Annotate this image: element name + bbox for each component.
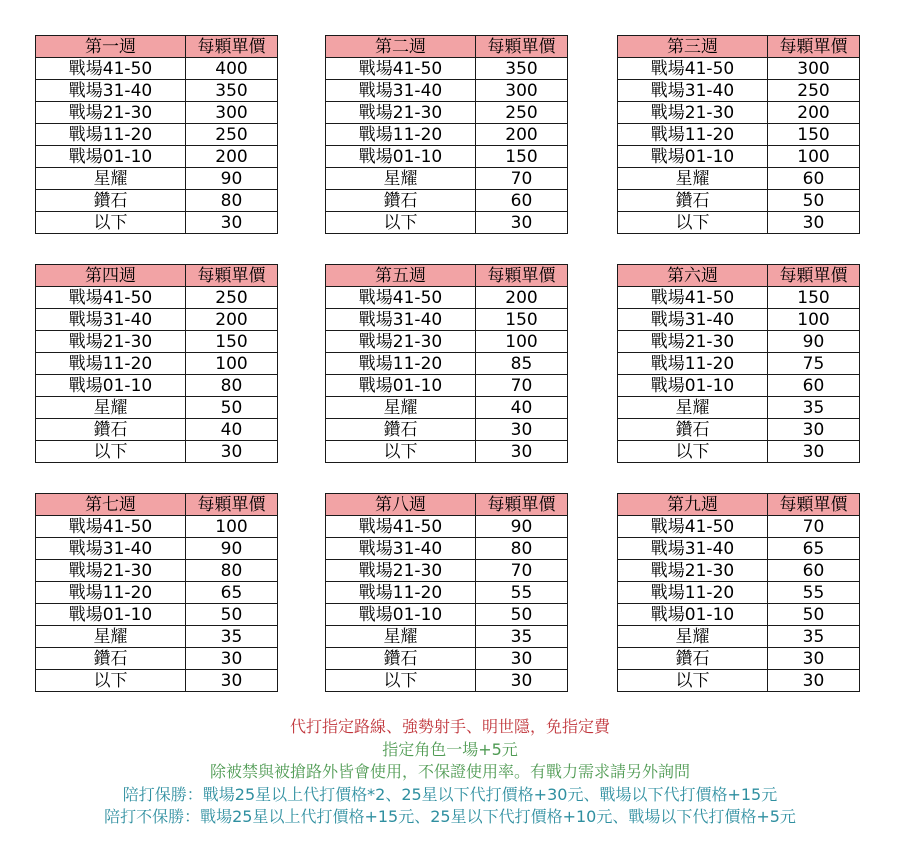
note-guaranteed-win: 陪打保勝：戰場25星以上代打價格*2、25星以下代打價格+30元、戰場以下代打價格+15元 <box>122 784 778 804</box>
rank-tier: 戰場11-20 <box>326 124 476 146</box>
unit-price: 55 <box>476 582 568 604</box>
rank-tier: 戰場01-10 <box>326 375 476 397</box>
price-table <box>617 493 860 692</box>
rank-tier: 戰場31-40 <box>326 80 476 102</box>
price-header: 每顆單價 <box>768 265 860 287</box>
note-usage-rate: 除被禁與被搶路外皆會使用，不保證使用率。有戰力需求請另外詢問 <box>209 762 690 781</box>
table-row <box>326 80 568 102</box>
table-row <box>326 375 568 397</box>
unit-price: 60 <box>768 560 860 582</box>
unit-price: 250 <box>186 287 278 309</box>
unit-price: 100 <box>186 353 278 375</box>
table-header-row <box>36 36 278 58</box>
rank-tier: 戰場21-30 <box>618 331 768 353</box>
table-row <box>618 146 860 168</box>
unit-price: 350 <box>186 80 278 102</box>
table-row <box>36 604 278 626</box>
rank-tier: 星耀 <box>36 168 186 190</box>
rank-tier: 戰場31-40 <box>618 309 768 331</box>
table-header-row <box>618 494 860 516</box>
rank-tier: 戰場31-40 <box>326 538 476 560</box>
unit-price: 30 <box>186 212 278 234</box>
rank-tier: 鑽石 <box>326 190 476 212</box>
table-row <box>326 190 568 212</box>
rank-tier: 戰場41-50 <box>326 516 476 538</box>
unit-price: 30 <box>476 419 568 441</box>
rank-tier: 戰場01-10 <box>36 604 186 626</box>
price-header: 每顆單價 <box>476 265 568 287</box>
rank-tier: 以下 <box>36 212 186 234</box>
rank-tier: 戰場21-30 <box>36 560 186 582</box>
table-row <box>36 190 278 212</box>
unit-price: 30 <box>768 670 860 692</box>
unit-price: 200 <box>476 124 568 146</box>
unit-price: 35 <box>768 397 860 419</box>
price-table <box>35 493 278 692</box>
rank-tier: 戰場41-50 <box>36 287 186 309</box>
table-row <box>618 309 860 331</box>
rank-tier: 戰場01-10 <box>326 146 476 168</box>
table-row <box>36 168 278 190</box>
table-header-row <box>326 36 568 58</box>
rank-tier: 鑽石 <box>326 419 476 441</box>
unit-price: 60 <box>476 190 568 212</box>
rank-tier: 星耀 <box>618 397 768 419</box>
rank-tier: 鑽石 <box>36 419 186 441</box>
table-row <box>36 538 278 560</box>
table-header-row <box>618 36 860 58</box>
table-row <box>326 331 568 353</box>
unit-price: 200 <box>476 287 568 309</box>
table-row <box>326 58 568 80</box>
table-row <box>36 58 278 80</box>
rank-tier: 戰場21-30 <box>36 102 186 124</box>
table-row <box>36 212 278 234</box>
unit-price: 400 <box>186 58 278 80</box>
price-table <box>35 35 278 234</box>
rank-tier: 戰場31-40 <box>326 309 476 331</box>
unit-price: 30 <box>476 212 568 234</box>
rank-tier: 戰場01-10 <box>618 375 768 397</box>
rank-tier: 戰場11-20 <box>618 582 768 604</box>
rank-tier: 星耀 <box>326 397 476 419</box>
rank-tier: 戰場31-40 <box>618 80 768 102</box>
unit-price: 30 <box>476 441 568 463</box>
unit-price: 200 <box>186 146 278 168</box>
table-row <box>326 648 568 670</box>
table-row <box>326 124 568 146</box>
unit-price: 30 <box>768 648 860 670</box>
table-row <box>36 287 278 309</box>
table-row <box>326 353 568 375</box>
table-row <box>618 168 860 190</box>
table-row <box>326 582 568 604</box>
price-header: 每顆單價 <box>186 265 278 287</box>
rank-tier: 鑽石 <box>36 190 186 212</box>
price-header: 每顆單價 <box>476 494 568 516</box>
table-row <box>618 604 860 626</box>
unit-price: 150 <box>186 331 278 353</box>
unit-price: 75 <box>768 353 860 375</box>
unit-price: 300 <box>768 58 860 80</box>
rank-tier: 戰場21-30 <box>326 560 476 582</box>
unit-price: 35 <box>186 626 278 648</box>
unit-price: 30 <box>768 419 860 441</box>
table-row <box>36 582 278 604</box>
price-table <box>325 493 568 692</box>
table-row <box>326 441 568 463</box>
table-header-row <box>618 265 860 287</box>
week-label: 第二週 <box>326 36 476 58</box>
unit-price: 70 <box>476 560 568 582</box>
table-row <box>326 560 568 582</box>
table-row <box>36 560 278 582</box>
rank-tier: 鑽石 <box>326 648 476 670</box>
week-label: 第七週 <box>36 494 186 516</box>
rank-tier: 戰場21-30 <box>618 102 768 124</box>
unit-price: 150 <box>476 146 568 168</box>
price-header: 每顆單價 <box>186 494 278 516</box>
note-designated-route: 代打指定路線、強勢射手、明世隱，免指定費 <box>289 717 610 736</box>
table-row <box>618 124 860 146</box>
pricing-notes <box>0 716 900 829</box>
unit-price: 100 <box>476 331 568 353</box>
rank-tier: 鑽石 <box>36 648 186 670</box>
table-row <box>36 397 278 419</box>
price-table <box>617 264 860 463</box>
table-row <box>618 102 860 124</box>
table-row <box>618 397 860 419</box>
rank-tier: 星耀 <box>618 168 768 190</box>
rank-tier: 以下 <box>618 670 768 692</box>
unit-price: 55 <box>768 582 860 604</box>
rank-tier: 戰場41-50 <box>36 516 186 538</box>
price-header: 每顆單價 <box>476 36 568 58</box>
unit-price: 250 <box>186 124 278 146</box>
unit-price: 65 <box>768 538 860 560</box>
rank-tier: 戰場41-50 <box>618 287 768 309</box>
unit-price: 40 <box>476 397 568 419</box>
unit-price: 70 <box>768 516 860 538</box>
week-label: 第三週 <box>618 36 768 58</box>
unit-price: 150 <box>476 309 568 331</box>
rank-tier: 星耀 <box>36 626 186 648</box>
rank-tier: 戰場11-20 <box>36 582 186 604</box>
rank-tier: 戰場31-40 <box>36 538 186 560</box>
unit-price: 30 <box>768 441 860 463</box>
unit-price: 30 <box>476 670 568 692</box>
rank-tier: 鑽石 <box>618 419 768 441</box>
week-label: 第八週 <box>326 494 476 516</box>
rank-tier: 以下 <box>36 670 186 692</box>
table-row <box>618 190 860 212</box>
table-row <box>326 212 568 234</box>
price-table <box>617 35 860 234</box>
table-row <box>618 212 860 234</box>
table-row <box>36 80 278 102</box>
rank-tier: 以下 <box>618 441 768 463</box>
rank-tier: 戰場11-20 <box>326 582 476 604</box>
unit-price: 90 <box>186 538 278 560</box>
rank-tier: 戰場01-10 <box>618 604 768 626</box>
table-row <box>36 648 278 670</box>
rank-tier: 鑽石 <box>618 648 768 670</box>
rank-tier: 以下 <box>326 212 476 234</box>
table-row <box>326 604 568 626</box>
rank-tier: 戰場01-10 <box>618 146 768 168</box>
table-row <box>618 331 860 353</box>
rank-tier: 戰場11-20 <box>36 353 186 375</box>
unit-price: 100 <box>186 516 278 538</box>
unit-price: 90 <box>768 331 860 353</box>
table-row <box>326 516 568 538</box>
rank-tier: 戰場11-20 <box>618 124 768 146</box>
table-row <box>36 670 278 692</box>
unit-price: 100 <box>768 146 860 168</box>
table-row <box>618 626 860 648</box>
table-row <box>618 419 860 441</box>
note-no-guaranteed-win: 陪打不保勝：戰場25星以上代打價格+15元、25星以下代打價格+10元、戰場以下代打價格+5元 <box>104 807 796 826</box>
table-row <box>36 309 278 331</box>
rank-tier: 以下 <box>36 441 186 463</box>
rank-tier: 戰場41-50 <box>36 58 186 80</box>
table-row <box>326 146 568 168</box>
table-row <box>326 670 568 692</box>
table-row <box>36 146 278 168</box>
note-designated-character: 指定角色一場+5元 <box>382 739 518 759</box>
rank-tier: 戰場31-40 <box>36 309 186 331</box>
table-row <box>618 670 860 692</box>
week-label: 第四週 <box>36 265 186 287</box>
table-row <box>618 287 860 309</box>
price-table <box>325 264 568 463</box>
table-row <box>36 353 278 375</box>
unit-price: 85 <box>476 353 568 375</box>
table-row <box>36 626 278 648</box>
table-row <box>326 309 568 331</box>
table-row <box>618 648 860 670</box>
price-header: 每顆單價 <box>768 36 860 58</box>
unit-price: 100 <box>768 309 860 331</box>
week-label: 第一週 <box>36 36 186 58</box>
unit-price: 30 <box>186 670 278 692</box>
price-header: 每顆單價 <box>186 36 278 58</box>
unit-price: 30 <box>186 648 278 670</box>
rank-tier: 星耀 <box>326 168 476 190</box>
unit-price: 50 <box>186 604 278 626</box>
table-row <box>36 441 278 463</box>
table-row <box>618 375 860 397</box>
unit-price: 70 <box>476 375 568 397</box>
unit-price: 150 <box>768 124 860 146</box>
unit-price: 50 <box>768 604 860 626</box>
table-row <box>36 102 278 124</box>
rank-tier: 以下 <box>326 441 476 463</box>
table-row <box>618 441 860 463</box>
rank-tier: 戰場01-10 <box>326 604 476 626</box>
table-row <box>618 58 860 80</box>
rank-tier: 戰場11-20 <box>326 353 476 375</box>
price-header: 每顆單價 <box>768 494 860 516</box>
unit-price: 60 <box>768 168 860 190</box>
table-row <box>326 419 568 441</box>
rank-tier: 戰場21-30 <box>326 102 476 124</box>
table-header-row <box>36 494 278 516</box>
table-row <box>36 516 278 538</box>
unit-price: 30 <box>186 441 278 463</box>
table-row <box>36 331 278 353</box>
unit-price: 80 <box>186 190 278 212</box>
rank-tier: 戰場41-50 <box>618 516 768 538</box>
week-label: 第六週 <box>618 265 768 287</box>
unit-price: 250 <box>476 102 568 124</box>
unit-price: 200 <box>768 102 860 124</box>
table-header-row <box>326 494 568 516</box>
table-row <box>618 80 860 102</box>
rank-tier: 戰場31-40 <box>36 80 186 102</box>
table-row <box>326 168 568 190</box>
rank-tier: 戰場41-50 <box>326 287 476 309</box>
unit-price: 50 <box>476 604 568 626</box>
table-header-row <box>36 265 278 287</box>
unit-price: 70 <box>476 168 568 190</box>
unit-price: 80 <box>476 538 568 560</box>
rank-tier: 戰場01-10 <box>36 375 186 397</box>
unit-price: 90 <box>476 516 568 538</box>
rank-tier: 戰場01-10 <box>36 146 186 168</box>
price-table <box>325 35 568 234</box>
unit-price: 35 <box>768 626 860 648</box>
table-header-row <box>326 265 568 287</box>
unit-price: 250 <box>768 80 860 102</box>
table-row <box>36 375 278 397</box>
unit-price: 300 <box>186 102 278 124</box>
table-row <box>618 560 860 582</box>
unit-price: 350 <box>476 58 568 80</box>
rank-tier: 鑽石 <box>618 190 768 212</box>
table-row <box>326 102 568 124</box>
unit-price: 60 <box>768 375 860 397</box>
table-row <box>326 626 568 648</box>
unit-price: 50 <box>186 397 278 419</box>
rank-tier: 戰場11-20 <box>36 124 186 146</box>
rank-tier: 戰場21-30 <box>36 331 186 353</box>
unit-price: 30 <box>768 212 860 234</box>
week-label: 第九週 <box>618 494 768 516</box>
unit-price: 80 <box>186 375 278 397</box>
rank-tier: 星耀 <box>36 397 186 419</box>
table-row <box>618 538 860 560</box>
table-row <box>326 538 568 560</box>
table-row <box>618 582 860 604</box>
unit-price: 40 <box>186 419 278 441</box>
table-row <box>326 287 568 309</box>
rank-tier: 戰場41-50 <box>618 58 768 80</box>
table-row <box>36 419 278 441</box>
week-label: 第五週 <box>326 265 476 287</box>
table-row <box>326 397 568 419</box>
unit-price: 80 <box>186 560 278 582</box>
unit-price: 50 <box>768 190 860 212</box>
rank-tier: 戰場11-20 <box>618 353 768 375</box>
unit-price: 90 <box>186 168 278 190</box>
table-row <box>36 124 278 146</box>
unit-price: 65 <box>186 582 278 604</box>
unit-price: 150 <box>768 287 860 309</box>
table-row <box>618 353 860 375</box>
unit-price: 30 <box>476 648 568 670</box>
table-row <box>618 516 860 538</box>
rank-tier: 戰場31-40 <box>618 538 768 560</box>
rank-tier: 以下 <box>618 212 768 234</box>
unit-price: 35 <box>476 626 568 648</box>
unit-price: 300 <box>476 80 568 102</box>
rank-tier: 戰場21-30 <box>326 331 476 353</box>
price-table <box>35 264 278 463</box>
rank-tier: 星耀 <box>326 626 476 648</box>
unit-price: 200 <box>186 309 278 331</box>
rank-tier: 戰場21-30 <box>618 560 768 582</box>
rank-tier: 以下 <box>326 670 476 692</box>
rank-tier: 戰場41-50 <box>326 58 476 80</box>
rank-tier: 星耀 <box>618 626 768 648</box>
